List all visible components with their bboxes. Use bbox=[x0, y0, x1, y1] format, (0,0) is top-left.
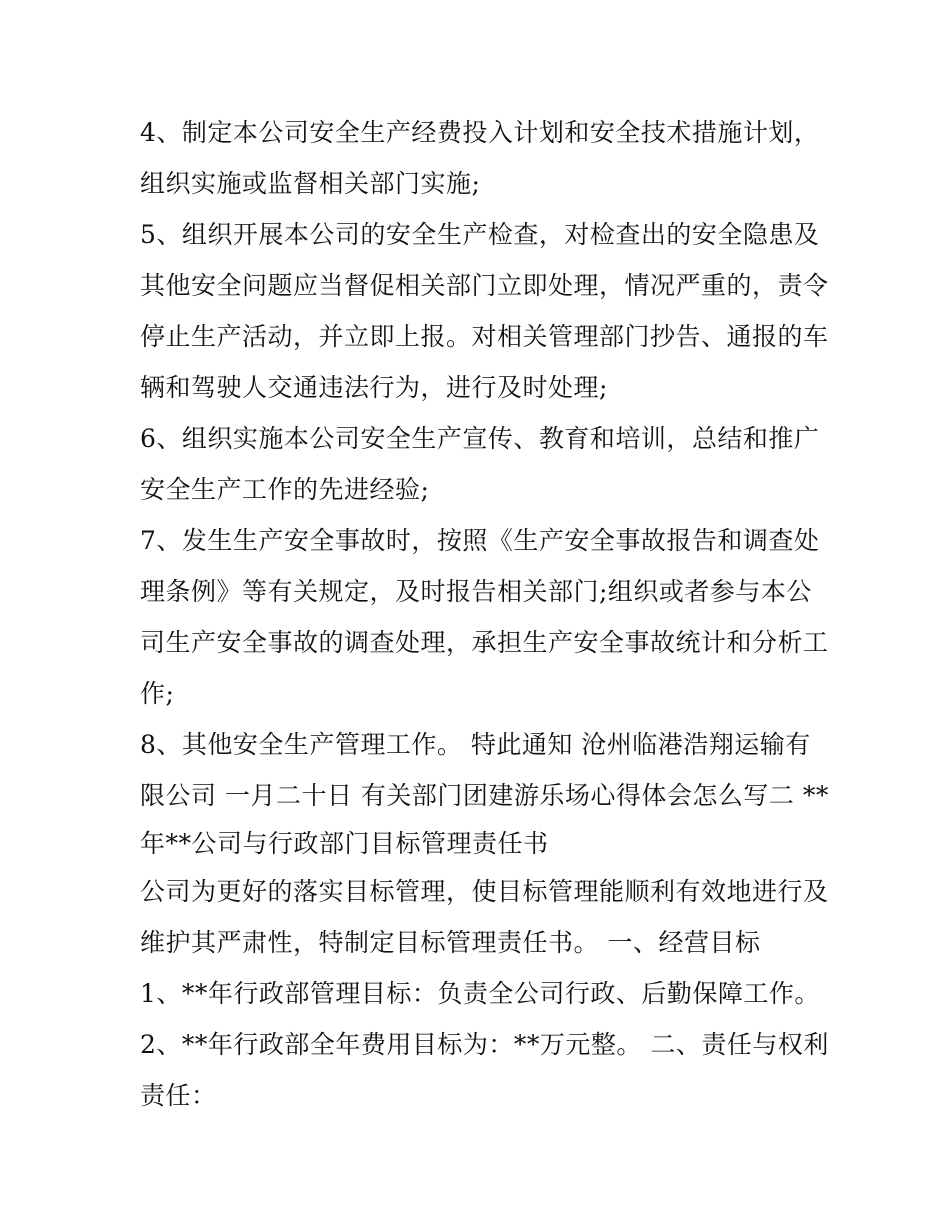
text-line: 4、制定本公司安全生产经费投入计划和安全技术措施计划， bbox=[140, 118, 820, 147]
text-line: 组织实施或监督相关部门实施; bbox=[140, 169, 481, 198]
text-line: 5、组织开展本公司的安全生产检查，对检查出的安全隐患及 bbox=[140, 220, 820, 249]
text-line: 司生产安全事故的调查处理，承担生产安全事故统计和分析工 bbox=[140, 628, 829, 657]
text-line: 其他安全问题应当督促相关部门立即处理，情况严重的，责令 bbox=[140, 271, 829, 300]
text-line: 8、其他安全生产管理工作。 特此通知 沧州临港浩翔运输有 bbox=[140, 730, 811, 759]
document-body bbox=[140, 107, 830, 1121]
text-line: 6、组织实施本公司安全生产宣传、教育和培训，总结和推广 bbox=[140, 424, 820, 453]
text-line: 年**公司与行政部门目标管理责任书 bbox=[140, 829, 549, 858]
text-line: 维护其严肃性，特制定目标管理责任书。 一、经营目标 bbox=[140, 928, 761, 957]
text-line: 7、发生生产安全事故时，按照《生产安全事故报告和调查处 bbox=[140, 526, 820, 555]
text-line: 辆和驾驶人交通违法行为，进行及时处理; bbox=[140, 373, 608, 402]
text-line: 停止生产活动，并立即上报。对相关管理部门抄告、通报的车 bbox=[140, 322, 829, 351]
text-line: 限公司 一月二十日 有关部门团建游乐场心得体会怎么写二 ** bbox=[140, 781, 829, 810]
text-line: 1、**年行政部管理目标：负责全公司行政、后勤保障工作。 bbox=[140, 979, 820, 1008]
text-line: 作; bbox=[140, 679, 175, 708]
text-line: 安全生产工作的先进经验; bbox=[140, 475, 430, 504]
text-line: 责任： bbox=[140, 1081, 217, 1110]
text-line: 理条例》等有关规定，及时报告相关部门;组织或者参与本公 bbox=[140, 577, 812, 606]
text-line: 公司为更好的落实目标管理，使目标管理能顺利有效地进行及 bbox=[140, 877, 829, 906]
text-line: 2、**年行政部全年费用目标为：**万元整。 二、责任与权利 bbox=[140, 1030, 829, 1059]
